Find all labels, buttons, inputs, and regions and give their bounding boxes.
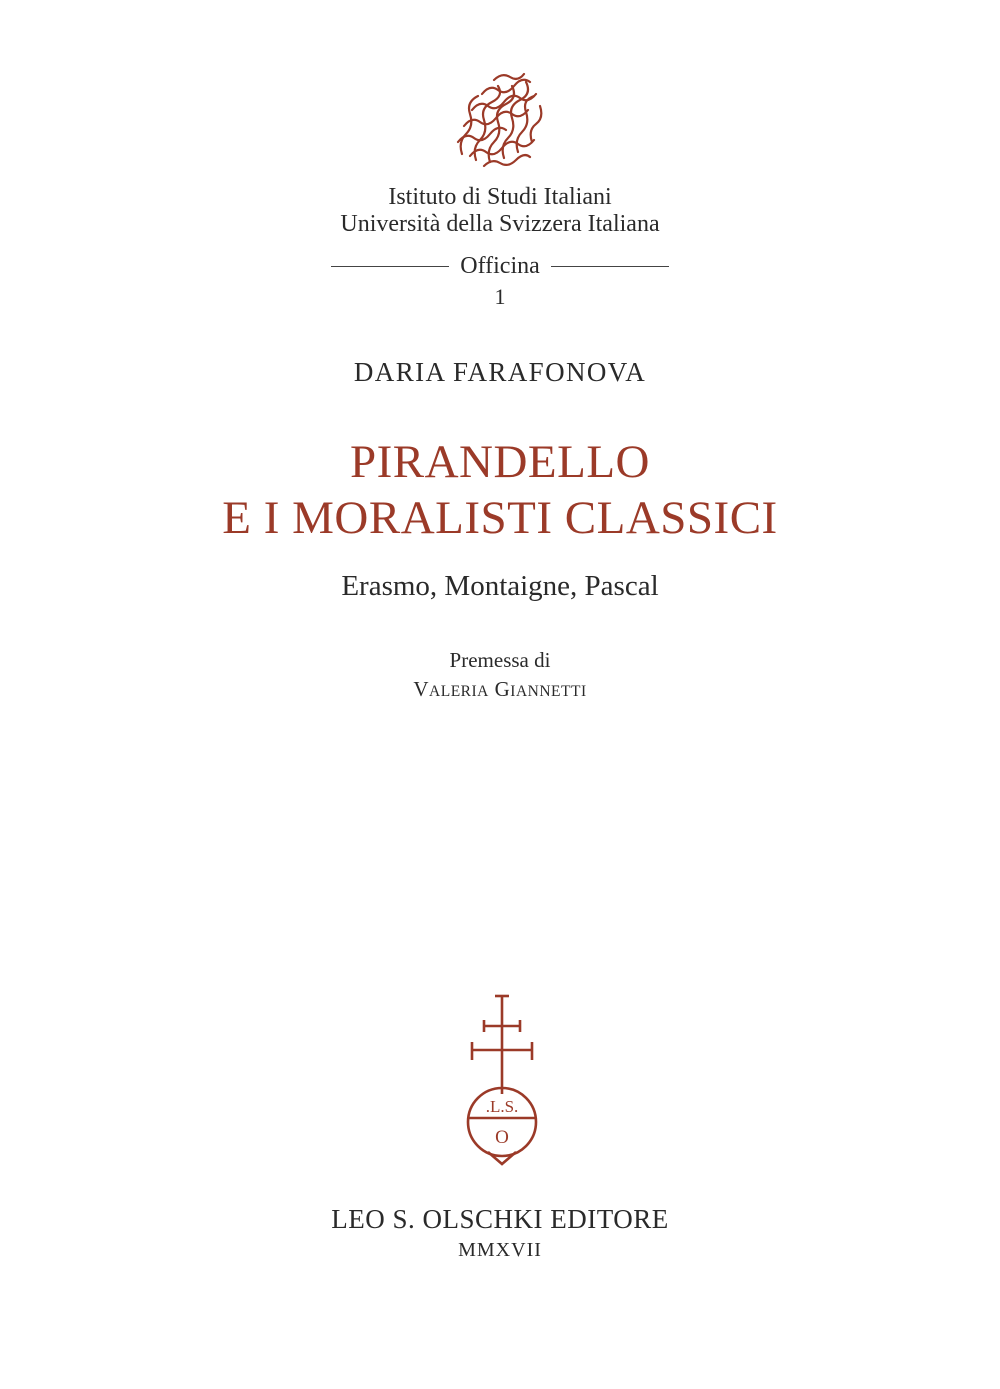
wave-lattice-logo-icon: [440, 62, 560, 172]
book-title-line-1: PIRANDELLO: [349, 436, 651, 488]
publication-year: MMXVII: [458, 1239, 542, 1261]
printers-mark-monogram-bottom: O: [495, 1127, 509, 1148]
institute-line-1: Istituto di Studi Italiani: [388, 184, 612, 210]
book-title-line-2: E I MORALISTI CLASSICI: [222, 492, 778, 544]
preface-author-last-rest: IANNETTI: [510, 683, 587, 700]
publisher-name: LEO S. OLSCHKI EDITORE: [331, 1204, 669, 1234]
preface-label: Premessa di: [449, 648, 551, 672]
institute-line-2: Università della Svizzera Italiana: [340, 211, 660, 237]
book-title: [0, 434, 1000, 546]
series-rule-right: [551, 266, 669, 267]
series-number: 1: [494, 284, 506, 309]
series-name: Officina: [460, 253, 540, 279]
preface-author: [0, 677, 1000, 702]
book-subtitle: Erasmo, Montaigne, Pascal: [341, 570, 659, 602]
series-heading: [0, 252, 1000, 280]
series-rule-left: [331, 266, 449, 267]
preface-author-first-initial: V: [413, 677, 430, 701]
book-author: DARIA FARAFONOVA: [353, 357, 647, 387]
preface-author-first-rest: ALERIA: [429, 683, 489, 700]
institute-name: [0, 184, 1000, 238]
printers-mark-monogram-top: .L.S.: [485, 1097, 519, 1116]
cross-orb-printers-mark-icon: [460, 992, 544, 1168]
preface-author-last-initial: G: [494, 677, 511, 701]
